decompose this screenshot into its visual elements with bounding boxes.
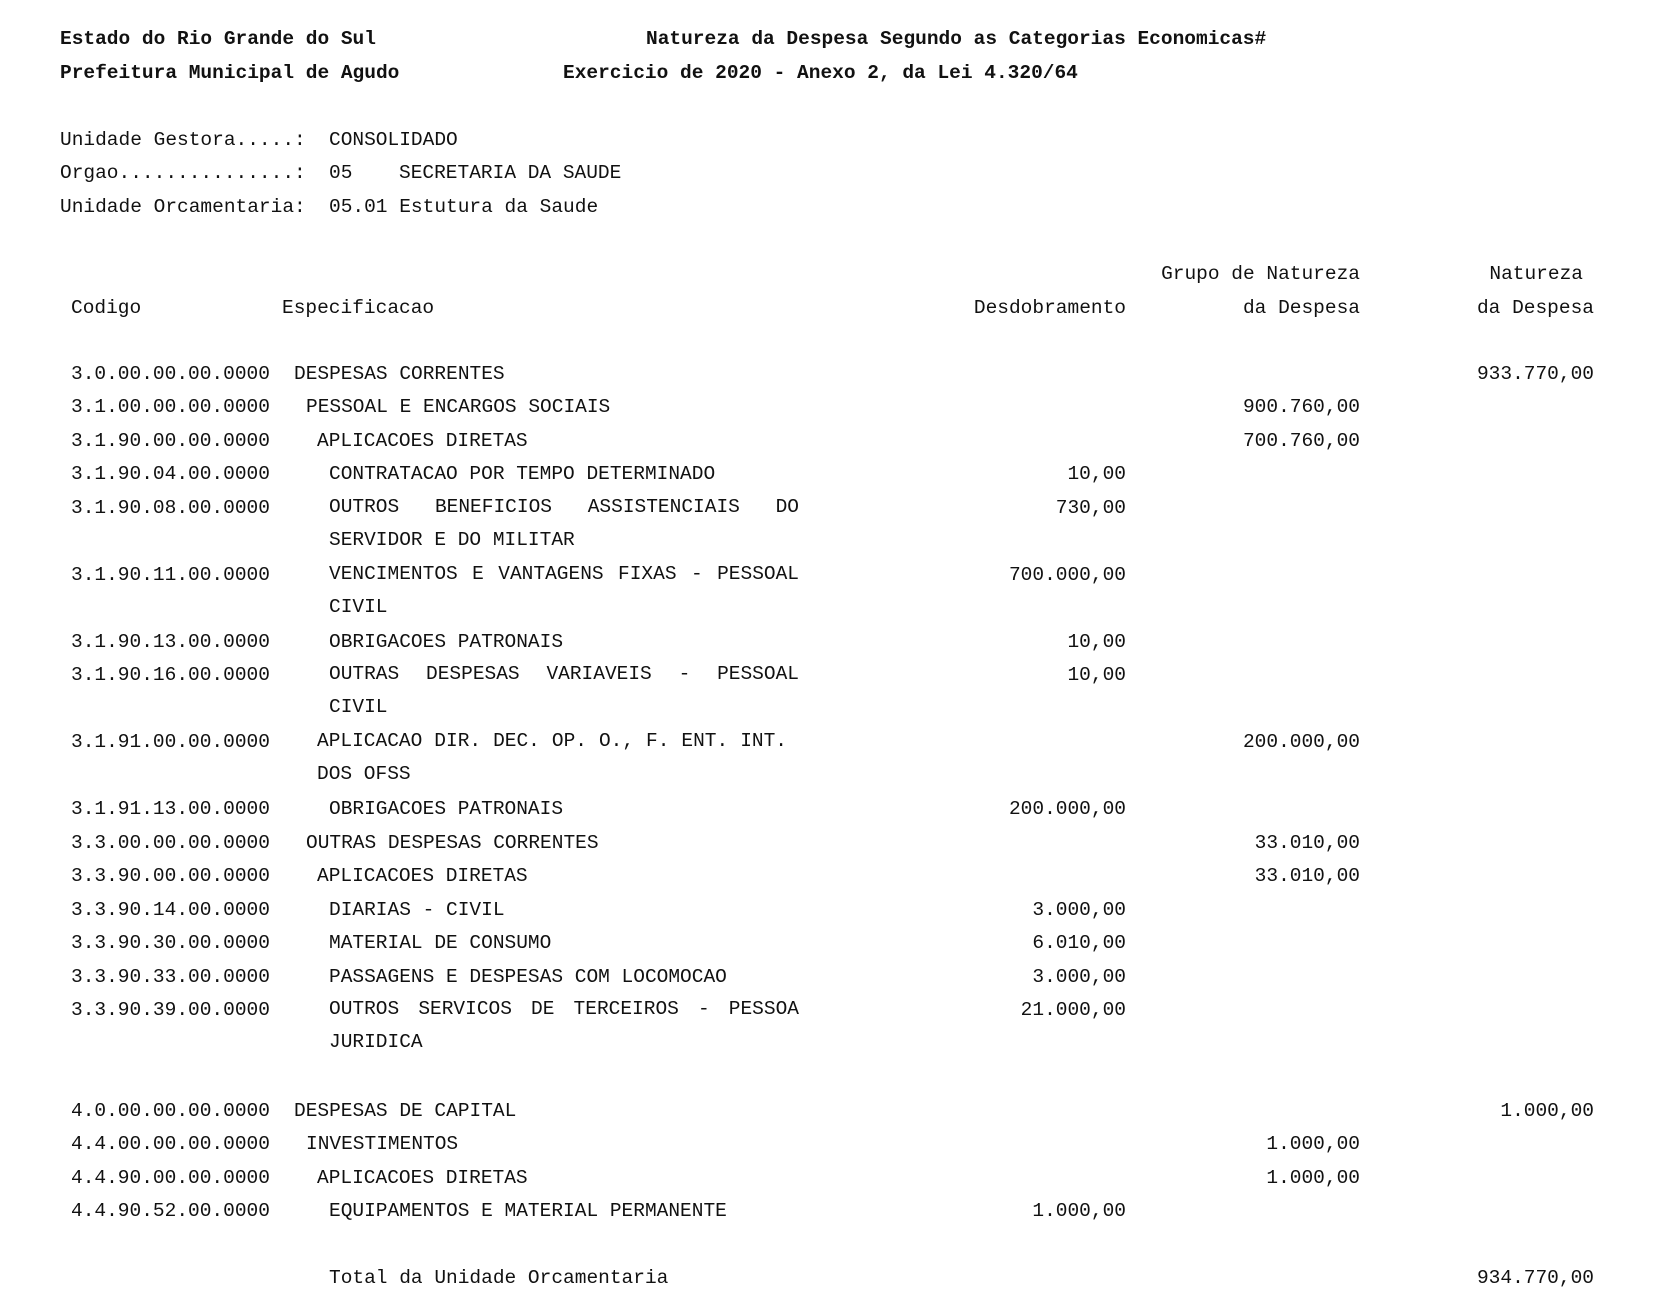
col-natureza-line2: da Despesa (1476, 297, 1594, 319)
row-desc: PASSAGENS E DESPESAS COM LOCOMOCAO (329, 966, 727, 988)
row-desc: APLICACOES DIRETAS (317, 1167, 528, 1189)
row-desdobramento: 10,00 (1067, 664, 1126, 686)
row-desc: PESSOAL E ENCARGOS SOCIAIS (306, 396, 611, 418)
row-desc: OUTRAS DESPESAS VARIAVEIS - PESSOAL CIVIL (329, 663, 799, 719)
col-especificacao: Especificacao (282, 297, 435, 319)
row-desc: OUTROS BENEFICIOS ASSISTENCIAIS DO SERVIDOR E DO MILITAR (329, 496, 799, 552)
row-desdobramento: 3.000,00 (1032, 966, 1126, 988)
row-desdobramento: 1.000,00 (1032, 1200, 1126, 1222)
row-code: 4.4.00.00.00.0000 (71, 1133, 270, 1155)
report-title: Natureza da Despesa Segundo as Categorias Economicas# (646, 28, 1267, 50)
row-desdobramento: 10,00 (1067, 631, 1126, 653)
row-code: 3.1.91.00.00.0000 (71, 731, 270, 753)
row-desc: VENCIMENTOS E VANTAGENS FIXAS - PESSOAL CIVIL (329, 563, 799, 619)
row-desc: OBRIGACOES PATRONAIS (329, 631, 564, 653)
row-desc: APLICACOES DIRETAS (317, 865, 528, 887)
row-code: 3.1.00.00.00.0000 (71, 396, 270, 418)
unidade-orcamentaria-label: Unidade Orcamentaria: (60, 196, 306, 218)
orgao-code: 05 (329, 162, 353, 184)
row-natureza: 933.770,00 (1476, 363, 1594, 385)
row-desc: MATERIAL DE CONSUMO (329, 932, 552, 954)
row-natureza: 1.000,00 (1500, 1100, 1594, 1122)
col-natureza-line1: Natureza (1489, 263, 1583, 285)
row-code: 4.4.90.52.00.0000 (71, 1200, 270, 1222)
row-desc: OUTRAS DESPESAS CORRENTES (306, 832, 599, 854)
row-code: 3.3.90.00.00.0000 (71, 865, 270, 887)
row-code: 3.3.90.39.00.0000 (71, 999, 270, 1021)
row-desdobramento: 200.000,00 (1008, 798, 1126, 820)
row-desdobramento: 3.000,00 (1032, 899, 1126, 921)
unidade-gestora-label: Unidade Gestora.....: (60, 129, 306, 151)
col-grupo-line2: da Despesa (1242, 297, 1360, 319)
row-grupo: 1.000,00 (1266, 1133, 1360, 1155)
row-code: 3.3.00.00.00.0000 (71, 832, 270, 854)
row-grupo: 200.000,00 (1242, 731, 1360, 753)
row-desc: EQUIPAMENTOS E MATERIAL PERMANENTE (329, 1200, 727, 1222)
row-desc: DIARIAS - CIVIL (329, 899, 505, 921)
row-code: 3.1.90.04.00.0000 (71, 463, 270, 485)
col-codigo: Codigo (71, 297, 142, 319)
row-code: 3.3.90.30.00.0000 (71, 932, 270, 954)
row-desc: OUTROS SERVICOS DE TERCEIROS - PESSOA JURIDICA (329, 998, 799, 1054)
orgao-name: SECRETARIA DA SAUDE (399, 162, 622, 184)
row-grupo: 1.000,00 (1266, 1167, 1360, 1189)
row-grupo: 33.010,00 (1254, 832, 1360, 854)
unidade-gestora-value: CONSOLIDADO (329, 129, 458, 151)
row-code: 3.0.00.00.00.0000 (71, 363, 270, 385)
row-code: 3.3.90.14.00.0000 (71, 899, 270, 921)
row-desdobramento: 10,00 (1067, 463, 1126, 485)
row-desc: DESPESAS DE CAPITAL (294, 1100, 517, 1122)
col-desdobramento: Desdobramento (973, 297, 1126, 319)
row-desc: CONTRATACAO POR TEMPO DETERMINADO (329, 463, 716, 485)
unidade-orcamentaria-value: 05.01 Estutura da Saude (329, 196, 599, 218)
row-desdobramento: 700.000,00 (1008, 564, 1126, 586)
row-code: 4.4.90.00.00.0000 (71, 1167, 270, 1189)
row-grupo: 700.760,00 (1242, 430, 1360, 452)
col-grupo-line1: Grupo de Natureza (1161, 263, 1360, 285)
row-code: 3.3.90.33.00.0000 (71, 966, 270, 988)
state-name: Estado do Rio Grande do Sul (60, 28, 376, 50)
row-desdobramento: 6.010,00 (1032, 932, 1126, 954)
row-code: 3.1.90.00.00.0000 (71, 430, 270, 452)
row-code: 3.1.90.16.00.0000 (71, 664, 270, 686)
row-desc: APLICACAO DIR. DEC. OP. O., F. ENT. INT. DOS OFSS (317, 730, 787, 786)
total-value: 934.770,00 (1476, 1267, 1594, 1289)
municipality-name: Prefeitura Municipal de Agudo (60, 62, 400, 84)
row-code: 3.1.90.13.00.0000 (71, 631, 270, 653)
row-desc: DESPESAS CORRENTES (294, 363, 505, 385)
row-grupo: 900.760,00 (1242, 396, 1360, 418)
row-desc: INVESTIMENTOS (306, 1133, 459, 1155)
row-desc: APLICACOES DIRETAS (317, 430, 528, 452)
row-desdobramento: 730,00 (1055, 497, 1126, 519)
row-grupo: 33.010,00 (1254, 865, 1360, 887)
row-code: 3.1.90.11.00.0000 (71, 564, 270, 586)
row-desc: OBRIGACOES PATRONAIS (329, 798, 564, 820)
row-code: 3.1.91.13.00.0000 (71, 798, 270, 820)
row-desdobramento: 21.000,00 (1020, 999, 1126, 1021)
report-subtitle: Exercicio de 2020 - Anexo 2, da Lei 4.320/64 (563, 62, 1078, 84)
row-code: 3.1.90.08.00.0000 (71, 497, 270, 519)
orgao-label: Orgao...............: (60, 162, 306, 184)
total-label: Total da Unidade Orcamentaria (329, 1267, 669, 1289)
row-code: 4.0.00.00.00.0000 (71, 1100, 270, 1122)
